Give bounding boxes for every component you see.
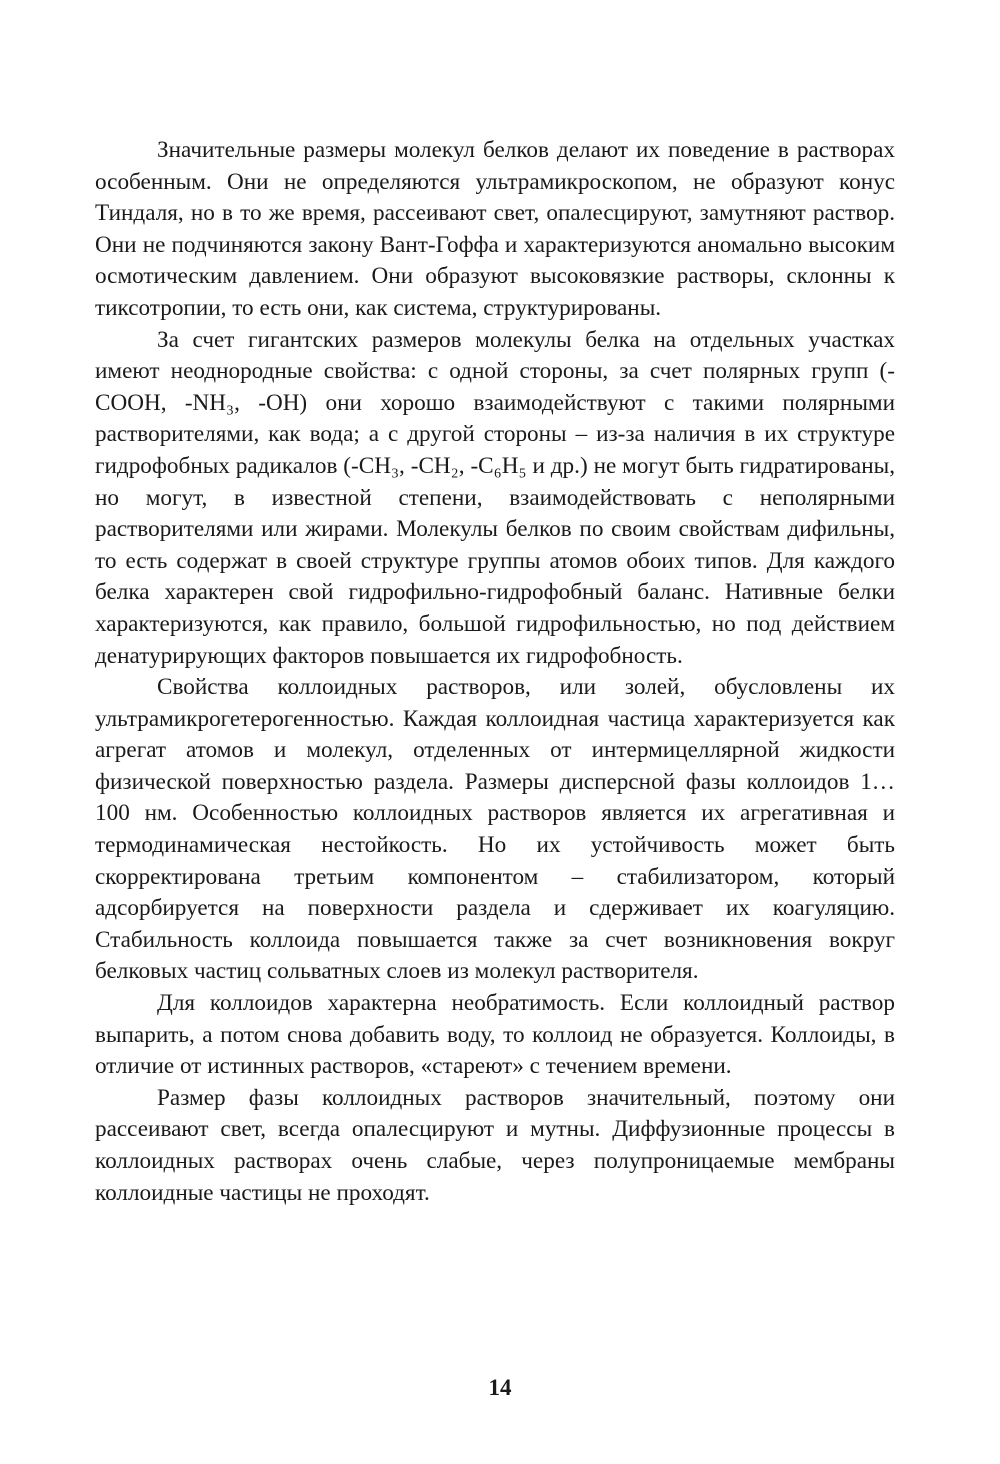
paragraph-colloid-properties: Свойства коллоидных растворов, или золей, обусловлены их ультрамикрогетерогенностью. Каждая коллоидная частица характеризуется как агрегат атомов и молекул, отделенных от интермицеллярной жидкости физической поверхностью раздела. Размеры дисперсной фазы коллоидов 1…100 нм. Особенностью коллоидных растворов является их агрегативная и термодинамическая нестойкость. Но их устойчивость может быть скорректирована третьим компонентом – стабилизатором, который адсорбируется на поверхности раздела и сдерживает их коагуляцию. Стабильность коллоида повышается также за счет возникновения вокруг белковых частиц сольватных слоев из молекул растворителя. [95, 674, 895, 985]
paragraph-protein-diphilic-properties: За счет гигантских размеров молекулы белка на отдельных участках имеют неоднородные свойства: с одной стороны, за счет полярных групп (-СООН, -NH₃, -ОН) они хорошо взаимодействуют с такими полярными растворителями, как вода; а с другой стороны – из-за наличия в их структуре гидрофобных радикалов (-СН₃, -СН₂, -С₆Н₅ и др.) не могут быть гидратированы, но могут, в известной степени, взаимодействовать с неполярными растворителями или жирами. Молекулы белков по своим свойствам дифильны, то есть содержат в своей структуре группы атомов обоих типов. Для каждого белка характерен свой гидрофильно-гидрофобный баланс. Нативные белки характеризуются, как правило, большой гидрофильностью, но под действием денатурирующих факторов повышается их гидрофобность. [95, 326, 895, 669]
page-number: 14 [488, 1375, 512, 1400]
paragraph-protein-molecule-size: Значительные размеры молекул белков делают их поведение в растворах особенным. Они не определяются ультрамикроскопом, не образуют конус Тиндаля, но в то же время, рассеивают свет, опалесцируют, замутняют раствор. Они не подчиняются закону Вант-Гоффа и характеризуются аномально высоким осмотическим давлением. Они образуют высоковязкие растворы, склонны к тиксотропии, то есть они, как система, структурированы. [95, 137, 895, 321]
page-body [95, 135, 895, 1209]
paragraph-colloid-light-scattering: Размер фазы коллоидных растворов значительный, поэтому они рассеивают свет, всегда опалесцируют и мутны. Диффузионные процессы в коллоидных растворах очень слабые, через полупроницаемые мембраны коллоидные частицы не проходят. [95, 1084, 895, 1206]
paragraph-colloid-irreversibility: Для коллоидов характерна необратимость. Если коллоидный раствор выпарить, а потом снова добавить воду, то коллоид не образуется. Коллоиды, в отличие от истинных растворов, «стареют» с течением времени. [95, 990, 895, 1080]
